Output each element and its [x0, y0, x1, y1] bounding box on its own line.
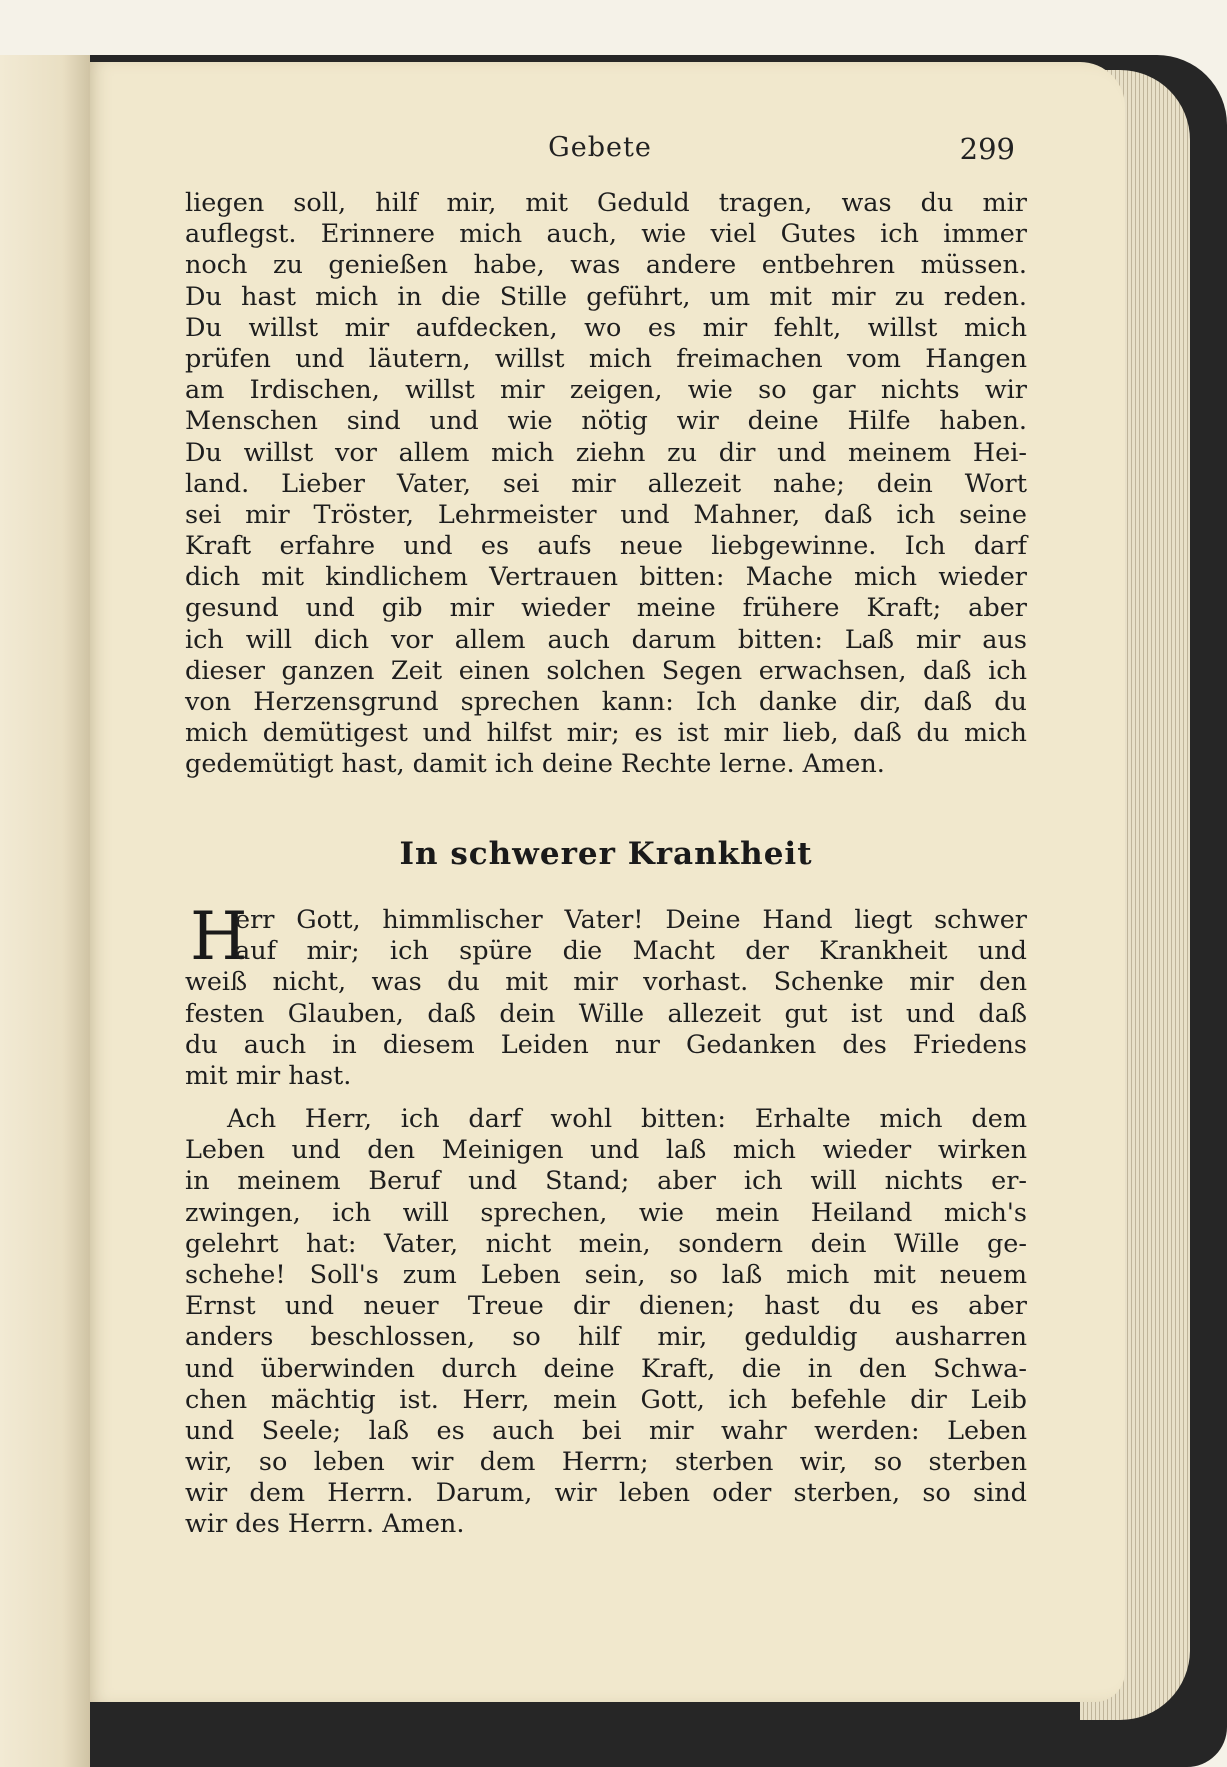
- prayer-paragraph-1: [185, 905, 1027, 1092]
- text-line: Kraft erfahre und es aufs neue liebgewinne. Ich darf: [185, 531, 1027, 562]
- text-line: du auch in diesem Leiden nur Gedanken des Friedens: [185, 1029, 1027, 1060]
- text-line: liegen soll, hilf mir, mit Geduld tragen, was du mir: [185, 188, 1027, 218]
- text-line: auf mir; ich spüre die Macht der Krankheit und: [235, 936, 1027, 967]
- text-line: dich mit kindlichem Vertrauen bitten: Mache mich wieder: [185, 562, 1027, 593]
- page-number: 299: [959, 132, 1015, 166]
- text-line: gesund und gib mir wieder meine frühere Kraft; aber: [185, 593, 1027, 624]
- text-line: gedemütigt hast, damit ich deine Rechte lerne. Amen.: [185, 749, 885, 780]
- running-head-title: Gebete: [548, 132, 652, 163]
- section-heading: In schwerer Krankheit: [399, 836, 813, 872]
- text-line: in meinem Beruf und Stand; aber ich will nichts er-: [185, 1166, 1027, 1197]
- running-head: [185, 132, 1015, 172]
- text-line: ich will dich vor allem auch darum bitten: Laß mir aus: [185, 624, 1027, 655]
- text-line: am Irdischen, willst mir zeigen, wie so gar nichts wir: [185, 375, 1027, 406]
- text-line: wir, so leben wir dem Herrn; sterben wir, so sterben: [185, 1447, 1027, 1478]
- drop-cap: H: [190, 898, 248, 975]
- text-line: Du willst mir aufdecken, wo es mir fehlt, willst mich: [185, 312, 1027, 343]
- prayer-paragraph-2: [185, 1104, 1027, 1541]
- text-line: mich demütigest und hilfst mir; es ist mir lieb, daß du mich: [185, 718, 1027, 749]
- text-line: gelehrt hat: Vater, nicht mein, sondern dein Wille ge-: [185, 1228, 1027, 1259]
- text-line: und überwinden durch deine Kraft, die in den Schwa-: [185, 1353, 1027, 1384]
- text-line: anders beschlossen, so hilf mir, geduldig ausharren: [185, 1322, 1027, 1353]
- text-line: schehe! Soll's zum Leben sein, so laß mich mit neuem: [185, 1259, 1027, 1290]
- text-line: weiß nicht, was du mit mir vorhast. Schenke mir den: [185, 967, 1027, 998]
- text-line: Du willst vor allem mich ziehn zu dir und meinem Hei-: [185, 437, 1027, 468]
- text-line: Menschen sind und wie nötig wir deine Hilfe haben.: [185, 406, 1027, 437]
- text-line: err Gott, himmlischer Vater! Deine Hand liegt schwer: [235, 905, 1027, 935]
- text-line: auflegst. Erinnere mich auch, wie viel Gutes ich immer: [185, 219, 1027, 250]
- continued-prayer: [185, 188, 1027, 781]
- text-line: Ernst und neuer Treue dir dienen; hast du es aber: [185, 1291, 1027, 1322]
- text-line: wir des Herrn. Amen.: [185, 1509, 465, 1540]
- text-line: sei mir Tröster, Lehrmeister und Mahner, daß ich seine: [185, 499, 1027, 530]
- text-line: land. Lieber Vater, sei mir allezeit nahe; dein Wort: [185, 468, 1027, 499]
- text-line: mit mir hast.: [185, 1060, 352, 1091]
- text-line: Ach Herr, ich darf wohl bitten: Erhalte mich dem: [227, 1104, 1027, 1134]
- text-line: Du hast mich in die Stille geführt, um mit mir zu reden.: [185, 281, 1027, 312]
- text-line: und Seele; laß es auch bei mir wahr werden: Leben: [185, 1415, 1027, 1446]
- text-line: chen mächtig ist. Herr, mein Gott, ich befehle dir Leib: [185, 1384, 1027, 1415]
- text-line: prüfen und läutern, willst mich freimachen vom Hangen: [185, 343, 1027, 374]
- text-line: noch zu genießen habe, was andere entbehren müssen.: [185, 250, 1027, 281]
- text-line: dieser ganzen Zeit einen solchen Segen erwachsen, daß ich: [185, 655, 1027, 686]
- text-line: zwingen, ich will sprechen, wie mein Heiland mich's: [185, 1197, 1027, 1228]
- facing-page-edge: [0, 55, 90, 1767]
- text-line: wir dem Herrn. Darum, wir leben oder sterben, so sind: [185, 1478, 1027, 1509]
- text-line: Leben und den Meinigen und laß mich wieder wirken: [185, 1135, 1027, 1166]
- text-line: von Herzensgrund sprechen kann: Ich danke dir, daß du: [185, 687, 1027, 717]
- text-line: festen Glauben, daß dein Wille allezeit gut ist und daß: [185, 998, 1027, 1029]
